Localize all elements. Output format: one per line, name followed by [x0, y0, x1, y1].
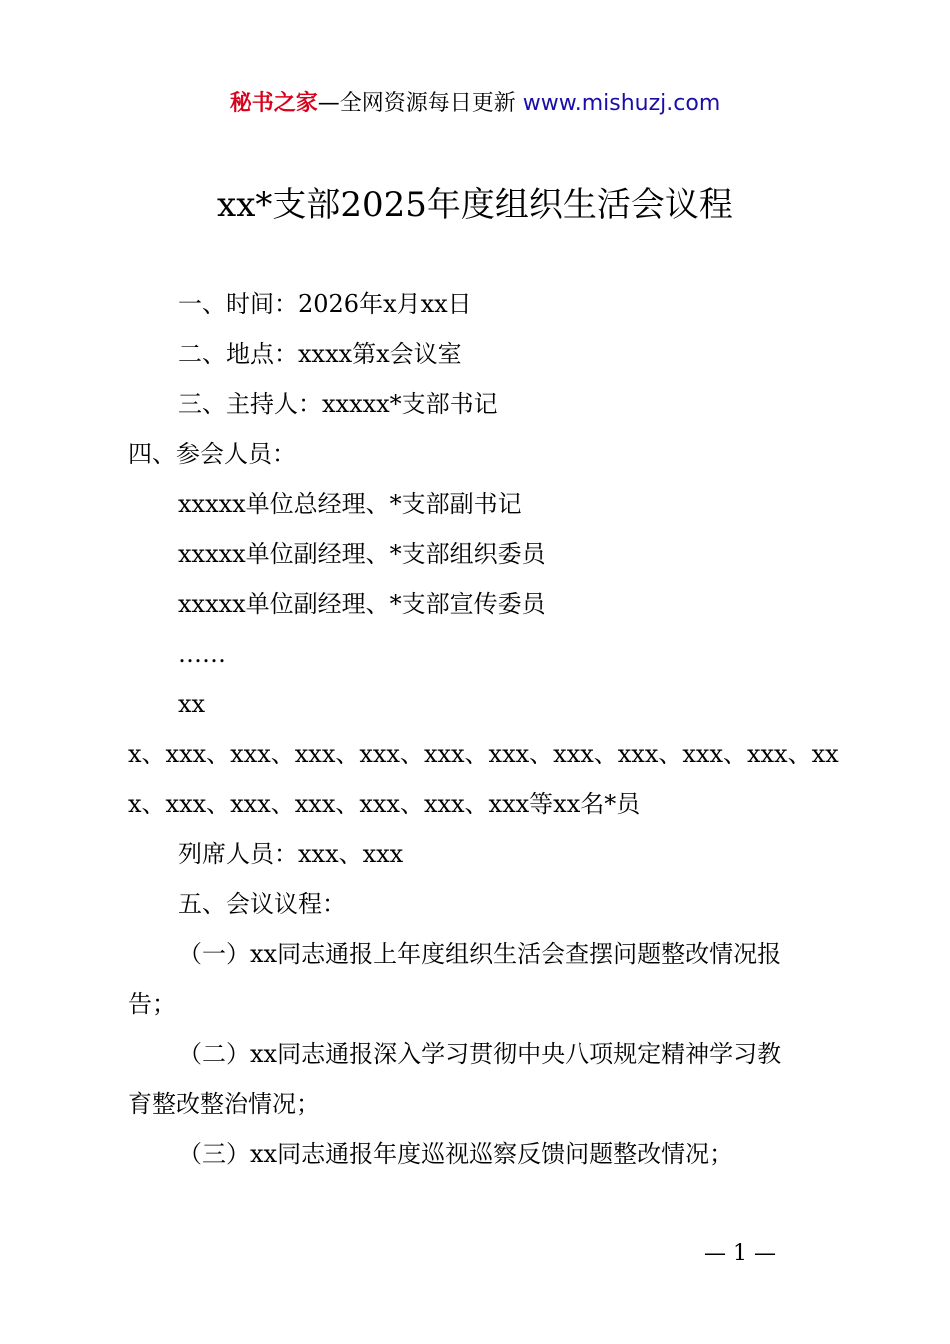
agenda-item-2-continuation: 育整改整治情况；	[128, 1090, 320, 1118]
header-tagline: —全网资源每日更新	[317, 91, 523, 116]
site-header	[0, 88, 950, 120]
agenda-item-1: （一）xx同志通报上年度组织生活会查摆问题整改情况报	[178, 940, 782, 968]
attendee-item: xxxxx单位副经理、*支部宣传委员	[178, 590, 546, 618]
brand-name: 秘书之家	[229, 91, 318, 116]
attendee-ellipsis: ……	[178, 640, 226, 668]
attendee-item: xxxxx单位总经理、*支部副书记	[178, 490, 522, 518]
document-title: xx*支部2025年度组织生活会议程	[217, 185, 733, 225]
attendees-heading: 四、参会人员：	[128, 440, 296, 468]
site-url-link[interactable]: www.mishuzj.com	[522, 91, 721, 116]
agenda-item-2: （二）xx同志通报深入学习贯彻中央八项规定精神学习教	[178, 1040, 782, 1068]
agenda-heading: 五、会议议程：	[178, 890, 346, 918]
observers-line: 列席人员：xxx、xxx	[178, 840, 404, 868]
agenda-item-3: （三）xx同志通报年度巡视巡察反馈问题整改情况；	[178, 1140, 734, 1168]
attendee-item: xx	[178, 690, 206, 718]
members-list-line: x、xxx、xxx、xxx、xxx、xxx、xxx等xx名*员	[128, 790, 641, 818]
meeting-location: 二、地点：xxxx第x会议室	[178, 340, 462, 368]
meeting-time: 一、时间：2026年x月xx日	[178, 290, 472, 318]
page-number: — 1 —	[704, 1241, 776, 1266]
meeting-host: 三、主持人：xxxxx*支部书记	[178, 390, 498, 418]
members-list-line: x、xxx、xxx、xxx、xxx、xxx、xxx、xxx、xxx、xxx、xxx、xx	[128, 740, 839, 768]
attendee-item: xxxxx单位副经理、*支部组织委员	[178, 540, 546, 568]
agenda-item-1-continuation: 告；	[128, 990, 176, 1018]
